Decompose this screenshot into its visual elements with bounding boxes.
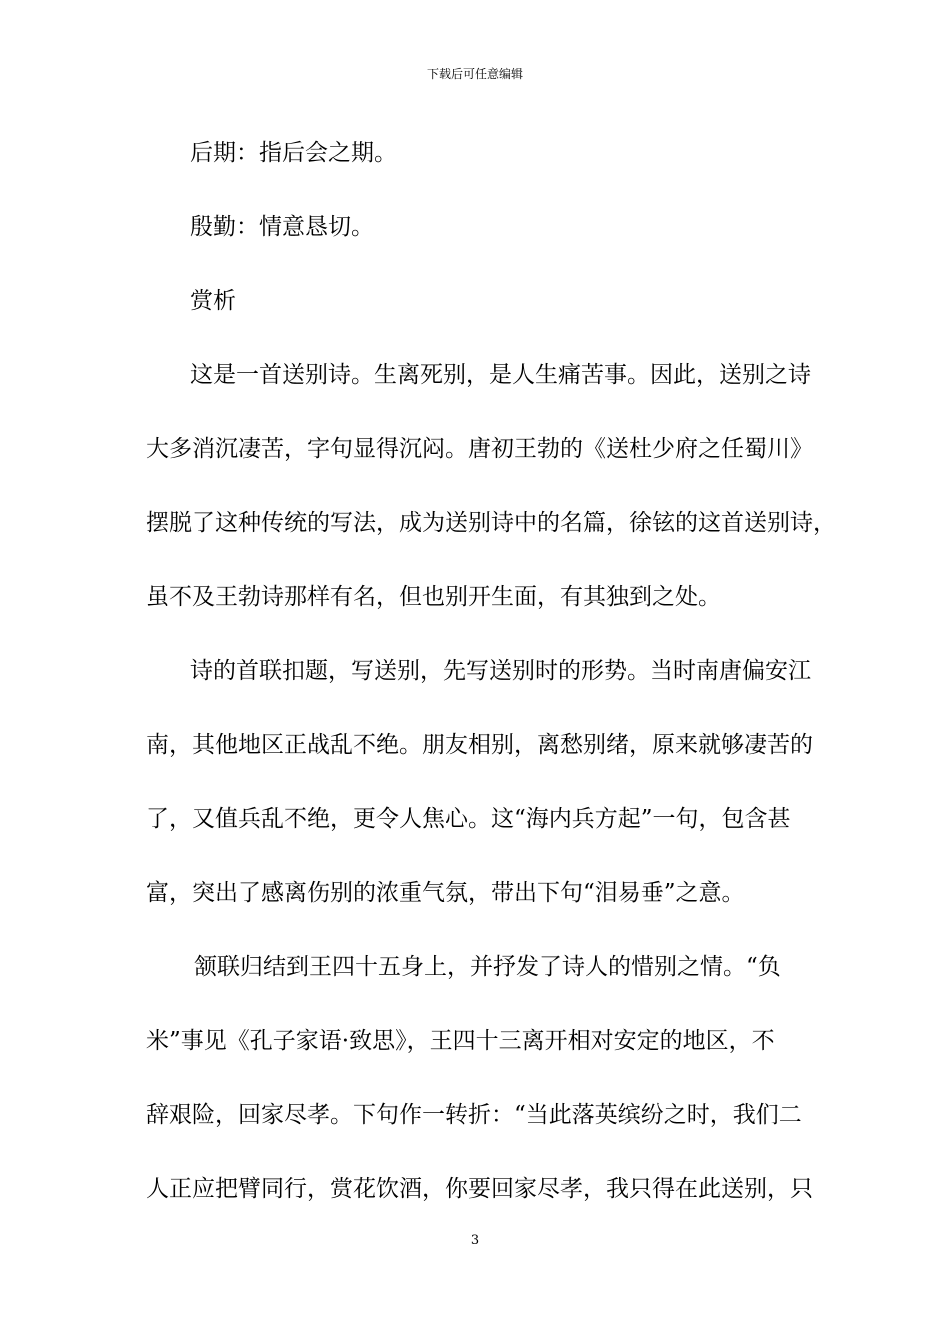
page-number: 3: [470, 1233, 480, 1248]
paragraph-line: 了，又值兵乱不绝，更令人焦心。这“海内兵方起”一句，包含甚: [146, 806, 791, 832]
paragraph-line: 大多消沉凄苦，字句显得沉闷。唐初王勃的《送杜少府之任蜀川》: [146, 436, 813, 462]
paragraph-line: 摆脱了这种传统的写法，成为送别诗中的名篇，徐铉的这首送别诗，: [146, 510, 836, 536]
paragraph-line: 后期：指后会之期。: [190, 140, 397, 166]
section-heading: 赏析: [190, 288, 236, 314]
paragraph-line: 辞艰险，回家尽孝。下句作一转折：“当此落英缤纷之时，我们二: [146, 1102, 802, 1128]
paragraph-line: 人正应把臂同行，赏花饮酒，你要回家尽孝，我只得在此送别，只: [146, 1176, 813, 1202]
page-header: 下载后可任意编辑: [426, 67, 523, 81]
paragraph-line: 这是一首送别诗。生离死别，是人生痛苦事。因此，送别之诗: [190, 362, 811, 388]
document-body: [146, 130, 836, 1240]
paragraph-line: 富，突出了感离伤别的浓重气氛，带出下句“泪易垂”之意。: [146, 880, 745, 906]
paragraph-line: 诗的首联扣题，写送别，先写送别时的形势。当时南唐偏安江: [190, 658, 811, 684]
paragraph-line: 殷勤：情意恳切。: [190, 214, 374, 240]
paragraph-line: 南，其他地区正战乱不绝。朋友相别，离愁别绪，原来就够凄苦的: [146, 732, 813, 758]
paragraph-line: 虽不及王勃诗那样有名，但也别开生面，有其独到之处。: [146, 584, 721, 610]
paragraph-line: 米”事见《孔子家语·致思》，王四十三离开相对安定的地区，不: [146, 1028, 775, 1054]
paragraph-line: 颔联归结到王四十五身上，并抒发了诗人的惜别之情。“负: [194, 954, 781, 980]
